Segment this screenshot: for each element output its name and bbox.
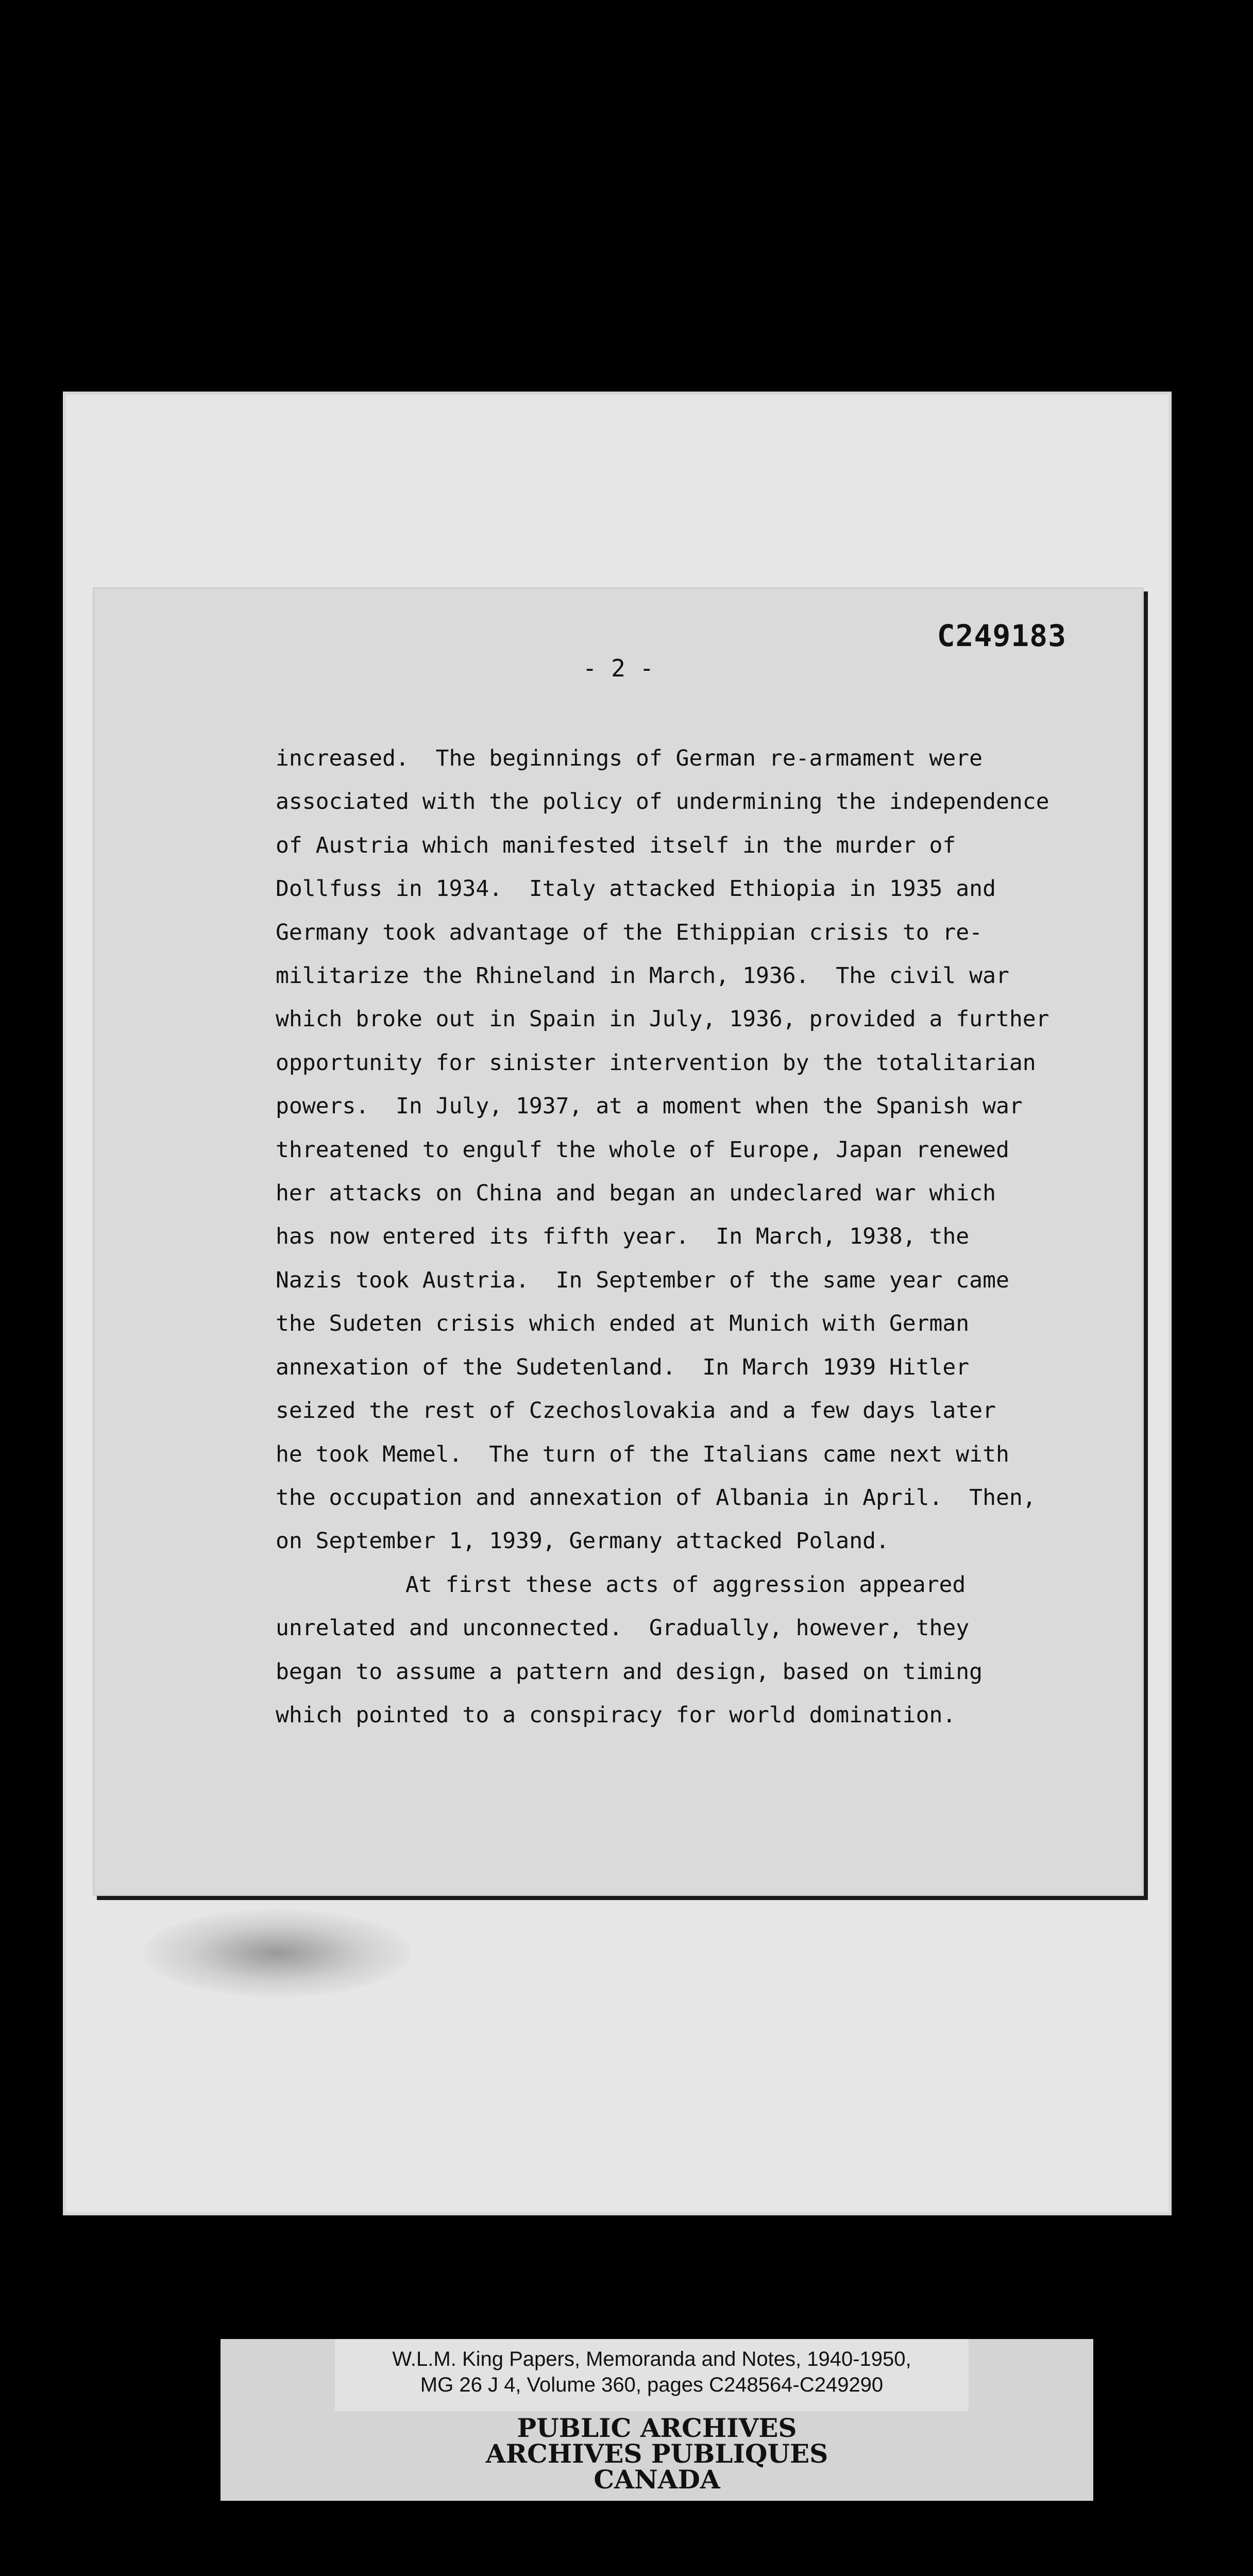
text-line: increased. The beginnings of German re-armament were bbox=[276, 745, 983, 771]
text-line: her attacks on China and began an undeclared war which bbox=[276, 1180, 996, 1207]
archive-stamp bbox=[221, 2339, 1093, 2501]
text-line: the Sudeten crisis which ended at Munich with German bbox=[276, 1311, 970, 1337]
text-line-indented: At first these acts of aggression appeared bbox=[405, 1571, 966, 1598]
text-line: has now entered its fifth year. In March, 1938, the bbox=[276, 1224, 970, 1250]
text-line: which broke out in Spain in July, 1936, provided a further bbox=[276, 1006, 1049, 1032]
text-line: he took Memel. The turn of the Italians came next with bbox=[276, 1441, 1009, 1467]
text-line: opportunity for sinister intervention by the totalitarian bbox=[276, 1049, 1036, 1076]
text-line: threatened to engulf the whole of Europe, Japan renewed bbox=[276, 1137, 1009, 1163]
archive-title-en: PUBLIC ARCHIVES bbox=[517, 2413, 797, 2443]
text-line: associated with the policy of undermining the independence bbox=[276, 789, 1049, 815]
archive-source-label bbox=[335, 2339, 969, 2411]
text-line: of Austria which manifested itself in the murder of bbox=[276, 832, 956, 858]
text-line: unrelated and unconnected. Gradually, however, they bbox=[276, 1615, 970, 1641]
text-line: which pointed to a conspiracy for world domination. bbox=[276, 1702, 956, 1728]
text-line: began to assume a pattern and design, based on timing bbox=[276, 1658, 983, 1685]
text-line: annexation of the Sudetenland. In March 1939 Hitler bbox=[276, 1354, 970, 1380]
text-line: the occupation and annexation of Albania in April. Then, bbox=[276, 1484, 1036, 1511]
document-page bbox=[93, 587, 1144, 1896]
text-line: Dollfuss in 1934. Italy attacked Ethiopia in 1935 and bbox=[276, 876, 996, 902]
document-number: C249183 bbox=[937, 618, 1066, 653]
text-line: militarize the Rhineland in March, 1936. The civil war bbox=[276, 963, 1009, 989]
body-text bbox=[276, 737, 1100, 1737]
text-line: seized the rest of Czechoslovakia and a few days later bbox=[276, 1398, 996, 1424]
text-line: Germany took advantage of the Ethippian crisis to re- bbox=[276, 919, 983, 945]
text-line: Nazis took Austria. In September of the same year came bbox=[276, 1267, 1009, 1293]
text-line: powers. In July, 1937, at a moment when the Spanish war bbox=[276, 1093, 1023, 1120]
page-number: - 2 - bbox=[582, 654, 654, 682]
archive-source-line-1: W.L.M. King Papers, Memoranda and Notes, 1940-1950, bbox=[392, 2348, 911, 2370]
archive-title-fr: ARCHIVES PUBLIQUES bbox=[485, 2438, 828, 2469]
text-line: on September 1, 1939, Germany attacked Poland. bbox=[276, 1528, 889, 1554]
archive-source-line-2: MG 26 J 4, Volume 360, pages C248564-C249290 bbox=[420, 2374, 884, 2396]
archive-title-country: CANADA bbox=[594, 2464, 720, 2495]
archive-title bbox=[221, 2415, 1093, 2493]
